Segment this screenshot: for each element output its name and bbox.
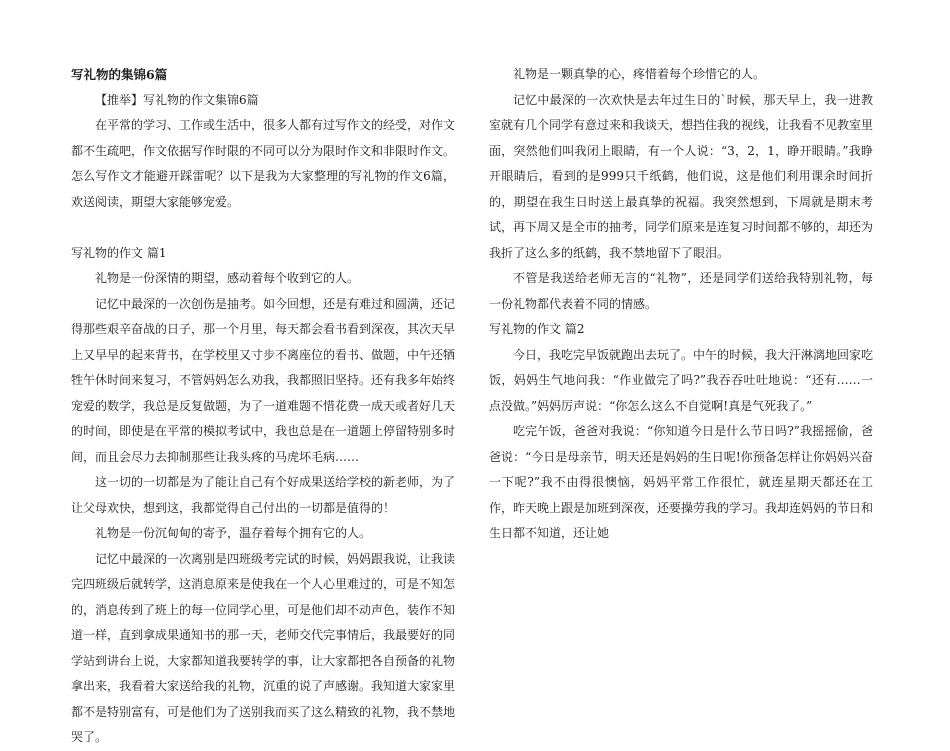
left-column bbox=[71, 62, 455, 751]
spacer bbox=[71, 215, 455, 241]
essay-1-paragraph-6: 礼物是一颗真挚的心，疼惜着每个珍惜它的人。 bbox=[513, 67, 766, 81]
intro-paragraph: 在平常的学习、工作或生活中，很多人都有过写作文的经受，对作文都不生疏吧，作文依据写作时限的不同可以分为限时作文和非限时作文。怎么写作文才能避开踩雷呢？以下是我为大家整理的写礼物的作文6篇，欢送阅读，期望大家能够宠爱。 bbox=[71, 118, 456, 209]
essay-1-paragraph-1: 礼物是一份深情的期望，感动着每个收到它的人。 bbox=[95, 271, 360, 285]
essay-1-paragraph-2: 记忆中最深的一次创伤是抽考。如今回想，还是有难过和圆满，还记得那些艰辛奋战的日子，那一个月里，每天都会看书看到深夜，其次天早上又早早的起来背书，在学校里又寸步不离座位的看书、做题，中午还牺牲午休时间来复习，不管妈妈怎么劝我，我都照旧坚持。还有我多年始终宠爱的数学，我总是反复做题，为了一道难题不惜花费一成天或者好几天的时间，即使是在平常的模拟考试中，我也总是在一道题上停留特别多时间，而且会尽力去抑制那些让我头疼的马虎坏毛病…… bbox=[71, 296, 456, 464]
essay-1-paragraph-7: 记忆中最深的一次欢快是去年过生日的`时候，那天早上，我一进教室就有几个同学有意过来和我谈天，想挡住我的视线，让我看不见教室里面，突然他们叫我闭上眼睛，有一个人说：“3，2，1，睁开眼睛。”我睁开眼睛后，看到的是999只千纸鹤，他们说，这是他们利用课余时间折的，期望在我生日时送上最真挚的祝福。我突然想到，下周就是期末考试，再下周又是全市的抽考，同学们原来是连复习时间都不够的，却还为我折了这么多的纸鹤，我不禁地留下了眼泪。 bbox=[489, 92, 874, 260]
essay-1-paragraph-8: 不管是我送给老师无言的“礼物”，还是同学们送给我特别礼物，每一份礼物都代表着不同的情感。 bbox=[489, 271, 873, 311]
essay-1-heading: 写礼物的作文 篇1 bbox=[71, 245, 167, 260]
essay-1-paragraph-5: 记忆中最深的一次离别是四班级考完试的时候，妈妈跟我说，让我读完四班级后就转学，这消息原来是使我在一个人心里难过的，可是不知怎的，消息传到了班上的每一位同学心里，可是他们却不动声色，装作不知道一样，直到拿成果通知书的那一天，老师交代完事情后，我最要好的同学站到讲台上说，大家都知道我要转学的事，让大家都把各自预备的礼物拿出来，我看着大家送给我的礼物，沉重的说了声感谢。我知道大家家里都不是特别富有，可是他们为了送别我而买了这么精致的礼物，我不禁地哭了。 bbox=[71, 551, 456, 744]
essay-2-paragraph-1: 今日，我吃完早饭就跑出去玩了。中午的时候，我大汗淋漓地回家吃饭，妈妈生气地问我：“作业做完了吗?”我吞吞吐吐地说：“还有……一点没做。”妈妈厉声说：“你怎么这么不自觉啊!真是气死我了。” bbox=[489, 347, 874, 413]
essay-1-paragraph-3: 这一切的一切都是为了能让自己有个好成果送给学校的新老师，为了让父母欢快，想到这，我都觉得自己付出的一切都是值得的！ bbox=[71, 475, 456, 515]
document-title: 写礼物的集锦6篇 bbox=[71, 67, 168, 82]
right-column bbox=[489, 62, 873, 547]
essay-1-paragraph-4: 礼物是一份沉甸甸的寄予，温存着每个拥有它的人。 bbox=[95, 526, 372, 540]
essay-2-paragraph-2: 吃完午饭，爸爸对我说：“你知道今日是什么节日吗?”我摇摇偷，爸爸说：“今日是母亲节，明天还是妈妈的生日呢!你预备怎样让你妈妈兴奋一下呢?”我不由得很懊恼，妈妈平常工作很忙，就连星期天都还在工作，昨天晚上跟是加班到深夜，还要操劳我的学习。我却连妈妈的节日和生日都不知道，还让她 bbox=[489, 424, 874, 540]
essay-2-heading: 写礼物的作文 篇2 bbox=[489, 322, 585, 336]
document-subtitle: 【推举】写礼物的作文集锦6篇 bbox=[95, 92, 259, 107]
